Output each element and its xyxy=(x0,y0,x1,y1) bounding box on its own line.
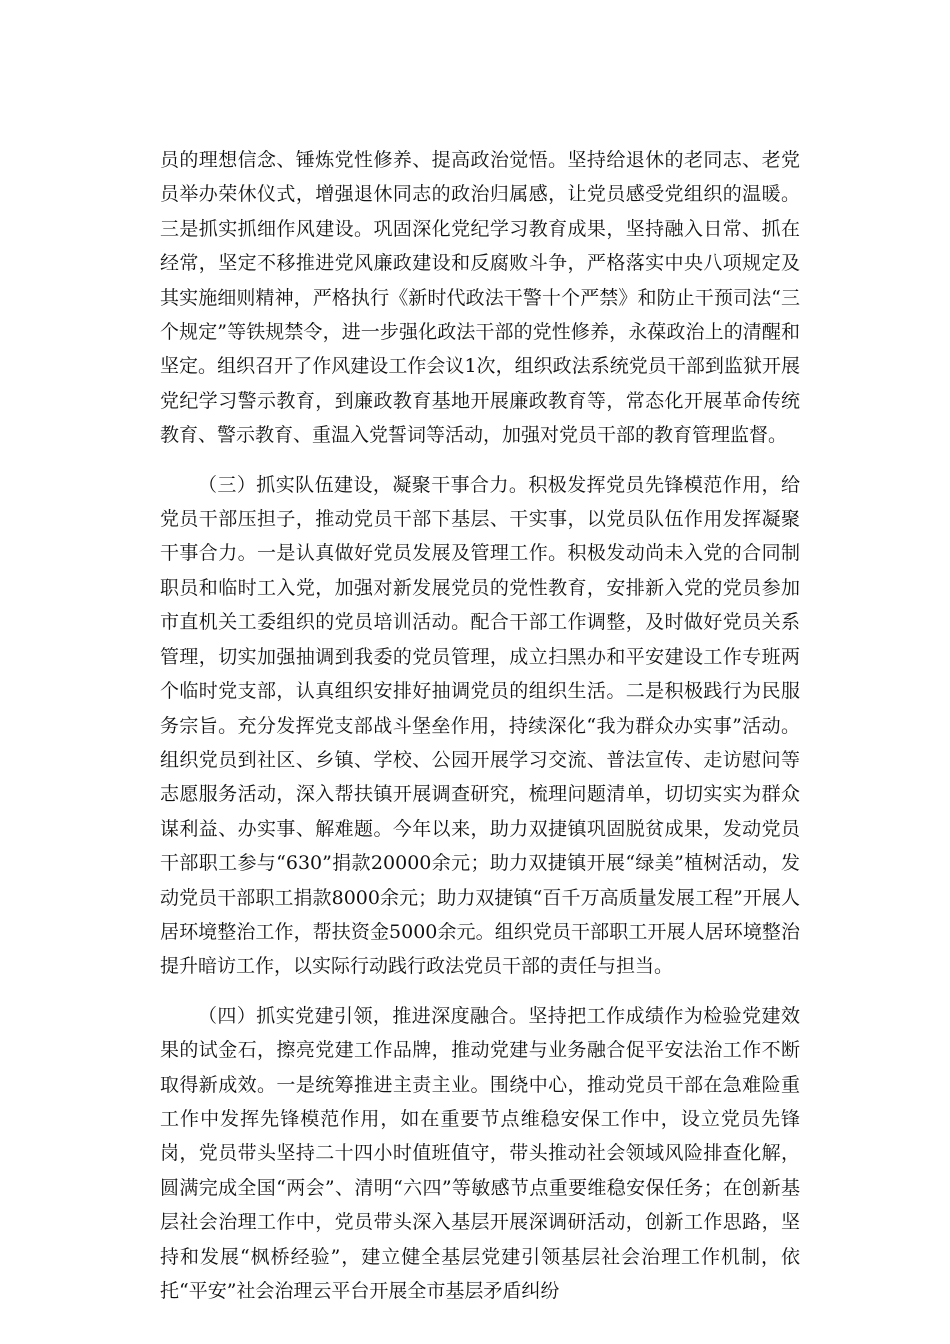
paragraph-continued: 员的理想信念、锤炼党性修养、提高政治觉悟。坚持给退休的老同志、老党员举办荣休仪式，增强退休同志的政治归属感，让党员感受党组织的温暖。三是抓实抓细作风建设。巩固深化党纪学习教育成果，坚持融入日常、抓在经常，坚定不移推进党风廉政建设和反腐败斗争，严格落实中央八项规定及其实施细则精神，严格执行《新时代政法干警十个严禁》和防止干预司法“三个规定”等铁规禁令，进一步强化政法干部的党性修养，永葆政治上的清醒和坚定。组织召开了作风建设工作会议1次，组织政法系统党员干部到监狱开展党纪学习警示教育，到廉政教育基地开展廉政教育等，常态化开展革命传统教育、警示教育、重温入党誓词等活动，加强对党员干部的教育管理监督。 xyxy=(160,149,800,447)
paragraph-section-four: （四）抓实党建引领，推进深度融合。坚持把工作成绩作为检验党建效果的试金石，擦亮党建工作品牌，推动党建与业务融合促平安法治工作不断取得新成效。一是统筹推进主责主业。围绕中心，推动党员干部在急难险重工作中发挥先锋模范作用，如在重要节点维稳安保工作中，设立党员先锋岗，党员带头坚持二十四小时值班值守，带头推动社会领域风险排查化解，圆满完成全国“两会”、清明“六四”等敏感节点重要维稳安保任务；在创新基层社会治理工作中，党员带头深入基层开展深调研活动，创新工作思路，坚持和发展“枫桥经验”，建立健全基层党建引领基层社会治理工作机制，依托“平安”社会治理云平台开展全市基层矛盾纠纷 xyxy=(160,1004,800,1302)
document-body xyxy=(160,143,800,1308)
paragraph-section-three: （三）抓实队伍建设，凝聚干事合力。积极发挥党员先锋模范作用，给党员干部压担子，推动党员干部下基层、干实事，以党员队伍作用发挥凝聚干事合力。一是认真做好党员发展及管理工作。积极发动尚未入党的合同制职员和临时工入党，加强对新发展党员的党性教育，安排新入党的党员参加市直机关工委组织的党员培训活动。配合干部工作调整，及时做好党员关系管理，切实加强抽调到我委的党员管理，成立扫黑办和平安建设工作专班两个临时党支部，认真组织安排好抽调党员的组织生活。二是积极践行为民服务宗旨。充分发挥党支部战斗堡垒作用，持续深化“我为群众办实事”活动。组织党员到社区、乡镇、学校、公园开展学习交流、普法宣传、走访慰问等志愿服务活动，深入帮扶镇开展调查研究，梳理问题清单，切切实实为群众谋利益、办实事、解难题。今年以来，助力双捷镇巩固脱贫成果，发动党员干部职工参与“630”捐款20000余元；助力双捷镇开展“绿美”植树活动，发动党员干部职工捐款8000余元；助力双捷镇“百千万高质量发展工程”开展人居环境整治工作，帮扶资金5000余元。组织党员干部职工开展人居环境整治提升暗访工作，以实际行动践行政法党员干部的责任与担当。 xyxy=(160,473,800,978)
